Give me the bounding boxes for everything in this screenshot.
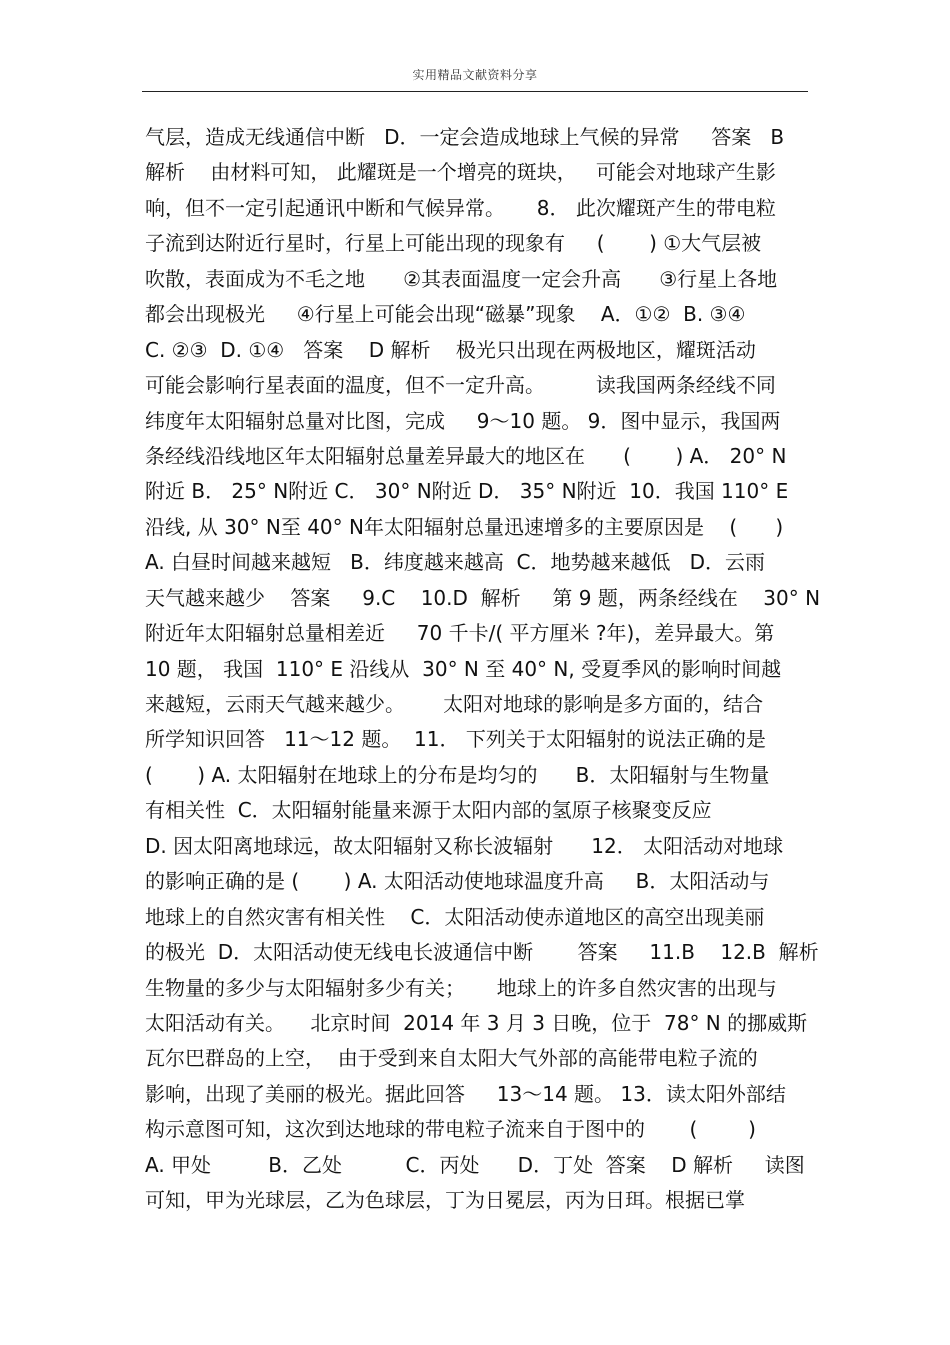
text-line: 的极光 D．太阳活动使无线电长波通信中断 答案 11.B 12.B 解析 <box>145 940 819 965</box>
text-line: 所学知识回答 11～12 题。 11． 下列关于太阳辐射的说法正确的是 <box>145 727 766 752</box>
text-line: 附近年太阳辐射总量相差近 70 千卡/( 平方厘米 ?年)，差异最大。第 <box>145 621 775 646</box>
text-line: D. 因太阳离地球远，故太阳辐射又称长波辐射 12． 太阳活动对地球 <box>145 833 784 858</box>
text-line: 气层，造成无线通信中断 D．一定会造成地球上气候的异常 答案 B <box>145 125 785 149</box>
text-line: 瓦尔巴群岛的上空， 由于受到来自太阳大气外部的高能带电粒子流的 <box>145 1046 758 1071</box>
document-body <box>145 120 821 1219</box>
text-line: 构示意图可知，这次到达地球的带电粒子流来自于图中的 ( ) <box>145 1117 756 1142</box>
text-line: 的影响正确的是 ( ) A. 太阳活动使地球温度升高 B．太阳活动与 <box>145 869 770 894</box>
text-line: 天气越来越少 答案 9.C 10.D 解析 第 9 题，两条经线在 30° N <box>145 585 821 610</box>
text-line: 影响，出现了美丽的极光。据此回答 13～14 题。 13．读太阳外部结 <box>145 1081 786 1106</box>
text-line: 解析 由材料可知， 此耀斑是一个增亮的斑块， 可能会对地球产生影 <box>145 160 776 185</box>
text-line: 吹散，表面成为不毛之地 ②其表面温度一定会升高 ③行星上各地 <box>145 266 778 291</box>
text-line: 都会出现极光 ④行星上可能会出现“磁暴”现象 A．①② B. ③④ <box>145 302 746 327</box>
text-line: 地球上的自然灾害有相关性 C．太阳活动使赤道地区的高空出现美丽 <box>145 904 765 929</box>
text-line: 子流到达附近行星时，行星上可能出现的现象有 ( ) ①大气层被 <box>145 231 762 256</box>
header-divider <box>142 91 808 92</box>
text-line: 来越短，云雨天气越来越少。 太阳对地球的影响是多方面的，结合 <box>145 692 764 716</box>
text-line: 可能会影响行星表面的温度，但不一定升高。 读我国两条经线不同 <box>145 373 776 398</box>
text-line: 附近 B． 25° N附近 C． 30° N附近 D． 35° N附近 10．我国 110° E <box>145 479 789 504</box>
text-line: 响，但不一定引起通讯中断和气候异常。 8． 此次耀斑产生的带电粒 <box>145 195 776 220</box>
text-line: 10 题， 我国 110° E 沿线从 30° N 至 40° N, 受夏季风的影响时间越 <box>145 656 782 681</box>
text-line: ( ) A. 太阳辐射在地球上的分布是均匀的 B．太阳辐射与生物量 <box>145 762 770 787</box>
text-line: 有相关性 C．太阳辐射能量来源于太阳内部的氢原子核聚变反应 <box>145 798 712 823</box>
text-line: C. ②③ D. ①④ 答案 D 解析 极光只出现在两极地区，耀斑活动 <box>145 337 756 362</box>
text-line: A. 白昼时间越来越短 B．纬度越来越高 C．地势越来越低 D．云雨 <box>145 550 765 575</box>
text-line: 可知，甲为光球层，乙为色球层，丁为日冕层，丙为日珥。根据已掌 <box>145 1188 745 1213</box>
text-line: 条经线沿线地区年太阳辐射总量差异最大的地区在 ( ) A． 20° N <box>145 443 787 468</box>
text-line: 纬度年太阳辐射总量对比图，完成 9～10 题。 9．图中显示，我国两 <box>145 408 781 433</box>
text-line: A. 甲处 B．乙处 C．丙处 D．丁处 答案 D 解析 读图 <box>145 1152 805 1177</box>
page-header-title: 实用精品文献资料分享 <box>412 68 538 82</box>
text-line: 太阳活动有关。 北京时间 2014 年 3 月 3 日晚，位于 78° N 的挪威斯 <box>145 1010 808 1035</box>
text-line: 沿线, 从 30° N至 40° N年太阳辐射总量迅速增多的主要原因是 ( ) <box>145 514 784 539</box>
text-line: 生物量的多少与太阳辐射多少有关； 地球上的许多自然灾害的出现与 <box>145 975 777 1000</box>
